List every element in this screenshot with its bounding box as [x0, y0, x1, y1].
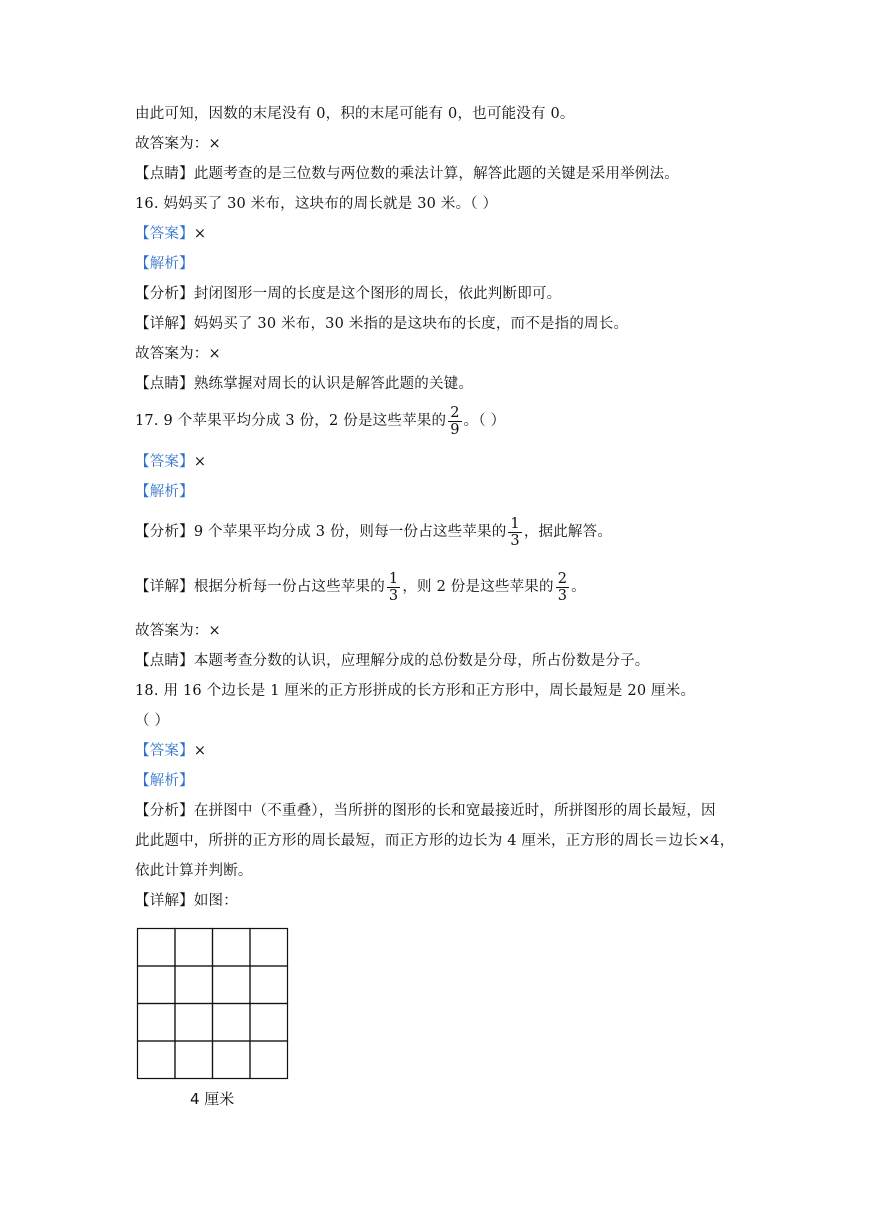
- square-grid-figure: [136, 927, 289, 1084]
- jiexi-heading: 【解析】: [135, 773, 194, 789]
- jiexi-heading: 【解析】: [135, 256, 194, 272]
- grid-cell: [213, 1041, 251, 1079]
- grid-cell: [138, 966, 176, 1004]
- xiangjie-line: 【详解】根据分析每一份占这些苹果的 $\frac{1}{3}$ ，则 2 份是这些苹果的 $\frac{2}{3}$ 。: [135, 570, 586, 604]
- jiexi-heading: 【解析】: [135, 484, 194, 500]
- grid-cell: [250, 1004, 288, 1042]
- grid-cell: [138, 929, 176, 967]
- fraction: $\frac{2}{9}$: [450, 404, 460, 438]
- fenxi-line: 【分析】封闭图形一周的长度是这个图形的周长，依此判断即可。: [135, 286, 562, 302]
- fenxi-line: 【分析】在拼图中（不重叠），当所拼的图形的长和宽最接近时，所拼图形的周长最短，因: [135, 803, 716, 819]
- question-17: 17. 9 个苹果平均分成 3 份，2 份是这些苹果的 $\frac{2}{9}$ 。（ ）: [135, 404, 506, 438]
- grid-cell: [175, 966, 213, 1004]
- grid-cell: [250, 966, 288, 1004]
- answer-line: 【答案】×: [135, 454, 207, 470]
- grid-cell: [138, 1004, 176, 1042]
- xiangjie-line: 【详解】妈妈买了 30 米布，30 米指的是这块布的长度，而不是指的周长。: [135, 316, 629, 332]
- grid-cell: [175, 1004, 213, 1042]
- fraction: $\frac{1}{3}$: [510, 515, 520, 549]
- grid-cell: [175, 929, 213, 967]
- text-line: 故答案为：×: [135, 136, 221, 152]
- answer-line: 【答案】×: [135, 226, 207, 242]
- text-line: 故答案为：×: [135, 623, 221, 639]
- grid-cell: [175, 1041, 213, 1079]
- dianjing-line: 【点睛】熟练掌握对周长的认识是解答此题的关键。: [135, 376, 474, 392]
- grid-cell: [138, 1041, 176, 1079]
- fenxi-line: 此此题中，所拼的正方形的周长最短，而正方形的边长为 4 厘米，正方形的周长＝边长×4，: [135, 833, 735, 849]
- grid-cell: [250, 1041, 288, 1079]
- answer-paren: （ ）: [135, 713, 170, 729]
- dianjing-line: 【点睛】本题考查分数的认识，应理解分成的总份数是分母，所占份数是分子。: [135, 653, 650, 669]
- grid-cell: [213, 966, 251, 1004]
- dianjing-line: 【点睛】此题考查的是三位数与两位数的乘法计算，解答此题的关键是采用举例法。: [135, 166, 679, 182]
- fenxi-line: 【分析】9 个苹果平均分成 3 份，则每一份占这些苹果的 $\frac{1}{3}$ ，据此解答。: [135, 515, 613, 549]
- fraction: $\frac{2}{3}$: [557, 570, 568, 604]
- fenxi-line: 依此计算并判断。: [135, 863, 253, 879]
- figure-caption: 4 厘米: [190, 1090, 235, 1108]
- answer-line: 【答案】×: [135, 743, 207, 759]
- question-18: 18. 用 16 个边长是 1 厘米的正方形拼成的长方形和正方形中，周长最短是 20 厘米。: [135, 683, 696, 699]
- grid-cell: [213, 929, 251, 967]
- grid-cell: [250, 929, 288, 967]
- question-16: 16. 妈妈买了 30 米布，这块布的周长就是 30 米。（ ）: [135, 196, 498, 212]
- square-grid: [136, 927, 289, 1080]
- text-line: 由此可知，因数的末尾没有 0，积的末尾可能有 0，也可能没有 0。: [135, 106, 575, 122]
- xiangjie-line: 【详解】如图：: [135, 893, 238, 909]
- text-line: 故答案为：×: [135, 346, 221, 362]
- grid-cell: [213, 1004, 251, 1042]
- fraction: $\frac{1}{3}$: [388, 570, 399, 604]
